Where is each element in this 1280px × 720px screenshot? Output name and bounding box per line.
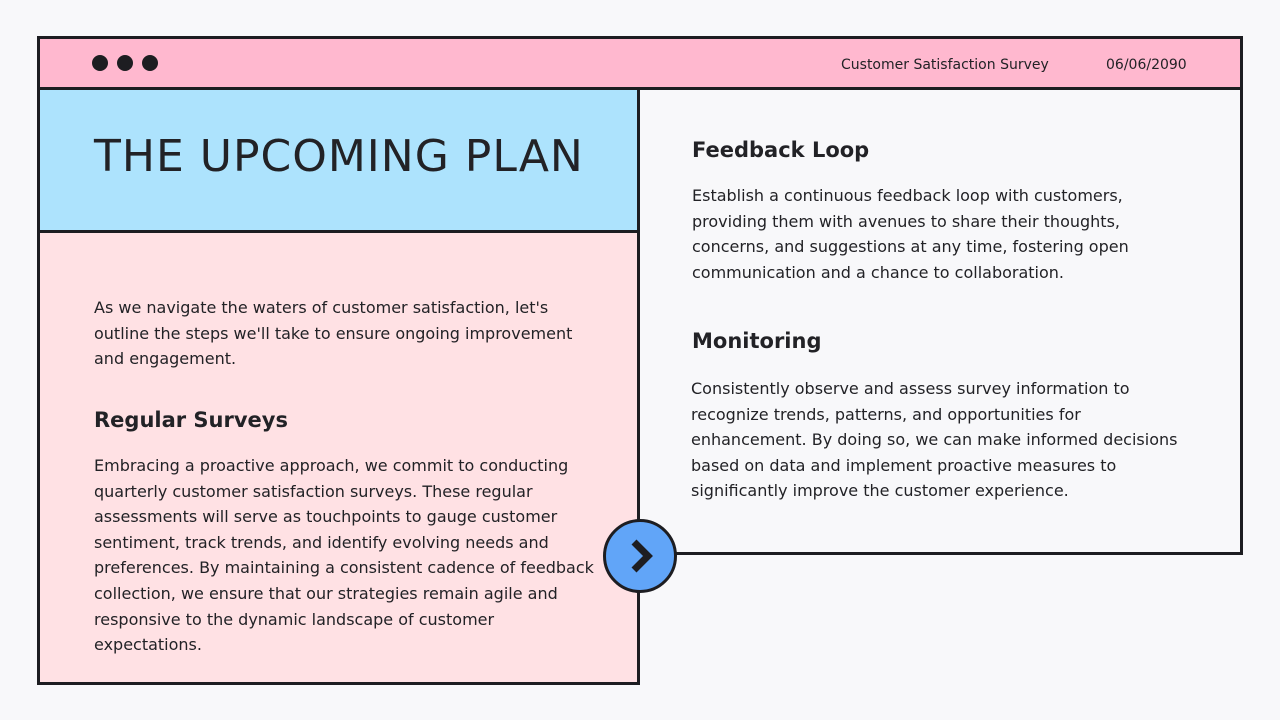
page-title: THE UPCOMING PLAN: [94, 131, 584, 182]
survey-title: Customer Satisfaction Survey: [841, 57, 1049, 73]
regular-surveys-heading: Regular Surveys: [94, 408, 288, 432]
window-dot-close[interactable]: [92, 55, 108, 71]
monitoring-heading: Monitoring: [692, 329, 822, 353]
window-controls: [92, 55, 158, 71]
window-title-bar: [37, 36, 1243, 90]
title-panel: [37, 87, 640, 233]
window-dot-minimize[interactable]: [117, 55, 133, 71]
next-button[interactable]: [603, 519, 677, 593]
feedback-loop-heading: Feedback Loop: [692, 138, 870, 162]
window-dot-maximize[interactable]: [142, 55, 158, 71]
chevron-right-icon: [606, 522, 674, 590]
survey-date: 06/06/2090: [1106, 57, 1187, 73]
right-content-panel: [637, 87, 1243, 555]
feedback-loop-text: Establish a continuous feedback loop with customers, providing them with avenues to share their thoughts, concerns, and suggestions at any time, fostering open communication and a chance to collaboration.: [692, 186, 1129, 282]
monitoring-text: Consistently observe and assess survey information to recognize trends, patterns, and opportunities for enhancement. By doing so, we can make informed decisions based on data and implement proactive measures to significantly improve the customer experience.: [691, 379, 1178, 501]
regular-surveys-text: Embracing a proactive approach, we commit to conducting quarterly customer satisfaction surveys. These regular assessments will serve as touchpoints to gauge customer sentiment, track trends, and identify evolving needs and preferences. By maintaining a consistent cadence of feedback collection, we ensure that our strategies remain agile and responsive to the dynamic landscape of customer expectations.: [94, 456, 594, 655]
left-content-panel: [37, 230, 640, 685]
intro-text: As we navigate the waters of customer satisfaction, let's outline the steps we'll take to ensure ongoing improvement and engagement.: [94, 298, 573, 369]
